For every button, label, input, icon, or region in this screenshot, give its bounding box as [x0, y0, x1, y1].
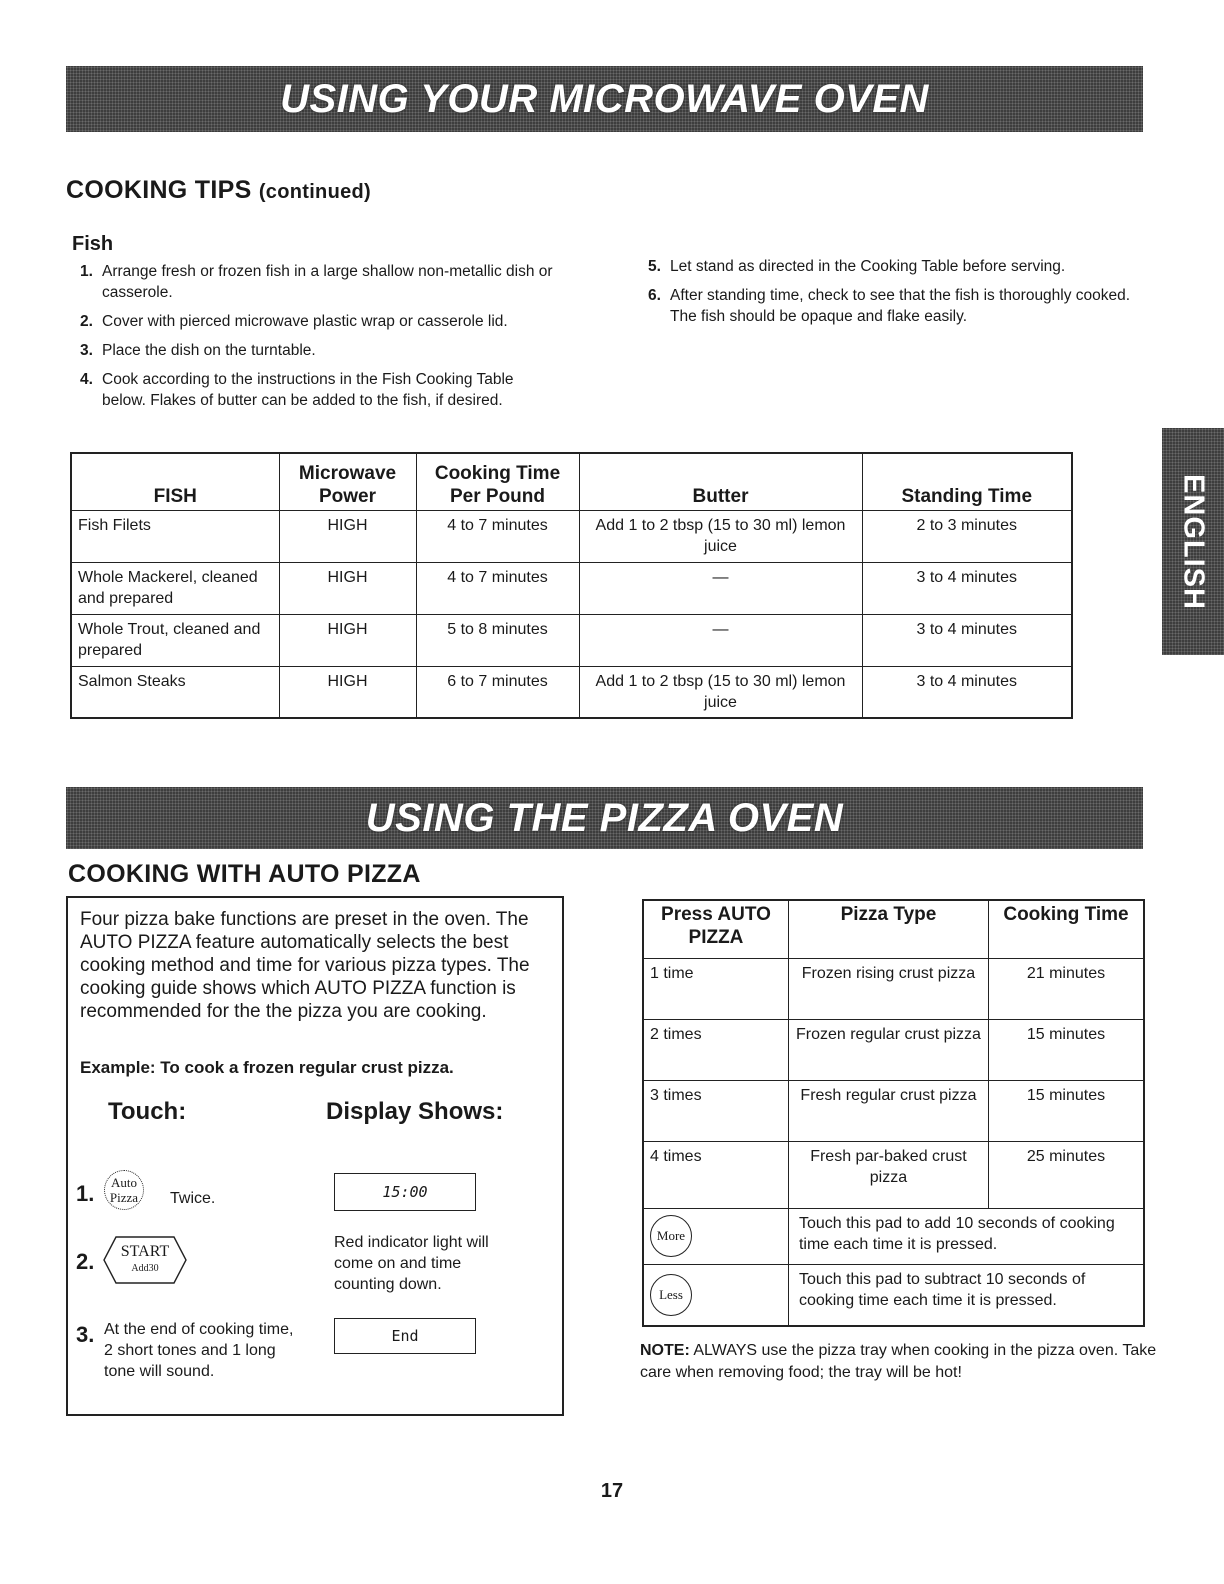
table-row: [71, 614, 1072, 666]
table-cell: Whole Trout, cleaned and prepared: [71, 614, 279, 666]
column-header: Standing Time: [862, 453, 1072, 510]
pizza-banner-title: USING THE PIZZA OVEN: [365, 795, 844, 840]
auto-pizza-button-icon: Auto Pizza: [104, 1170, 144, 1210]
table-cell: —: [579, 614, 862, 666]
list-item: 5. Let stand as directed in the Cooking Table before serving.: [648, 258, 1066, 275]
table-cell: 4 times: [643, 1141, 788, 1208]
table-cell: [643, 1208, 788, 1264]
touch-heading: Touch:: [108, 1098, 187, 1125]
table-cell: 15 minutes: [988, 1019, 1144, 1080]
column-header: Cooking Time Per Pound: [416, 453, 579, 510]
example-heading: Example: To cook a frozen regular crust pizza.: [80, 1058, 454, 1077]
step-number: 1.: [76, 1181, 95, 1206]
table-header-row: [71, 453, 1072, 510]
display-heading: Display Shows:: [326, 1098, 504, 1125]
table-cell: [643, 1264, 788, 1326]
list-item: 2. Cover with pierced microwave plastic wrap or casserole lid.: [80, 313, 508, 330]
more-pad-icon: More: [650, 1215, 692, 1257]
table-cell: 25 minutes: [988, 1141, 1144, 1208]
table-row: [643, 1019, 1144, 1080]
table-cell: Touch this pad to add 10 seconds of cooking time each time it is pressed.: [788, 1208, 1144, 1264]
step3-text: At the end of cooking time, 2 short tones and 1 long tone will sound.: [104, 1321, 294, 1380]
display-readout-3: End: [334, 1318, 476, 1354]
fish-heading: Fish: [72, 233, 114, 255]
note-label: NOTE:: [640, 1342, 690, 1359]
table-cell: 4 to 7 minutes: [416, 562, 579, 614]
step-number: 3.: [76, 1322, 95, 1347]
table-cell: Fresh par-baked crust pizza: [788, 1141, 988, 1208]
fish-steps-right: [648, 256, 1138, 335]
table-cell: Salmon Steaks: [71, 666, 279, 718]
table-cell: 3 to 4 minutes: [862, 562, 1072, 614]
auto-pizza-title: COOKING WITH AUTO PIZZA: [68, 860, 421, 888]
page-number: 17: [600, 1480, 624, 1502]
note-text: ALWAYS use the pizza tray when cooking in the pizza oven. Take care when removing food; the tray will be hot!: [640, 1342, 1157, 1381]
table-row: [643, 1208, 1144, 1264]
table-cell: Whole Mackerel, cleaned and prepared: [71, 562, 279, 614]
table-cell: 1 time: [643, 958, 788, 1019]
list-item: 6. After standing time, check to see that the fish is thoroughly cooked. The fish should be opaque and flake easily.: [648, 287, 1131, 325]
table-cell: Frozen rising crust pizza: [788, 958, 988, 1019]
column-header: Butter: [579, 453, 862, 510]
table-cell: 3 to 4 minutes: [862, 666, 1072, 718]
language-tab: [1162, 428, 1224, 655]
table-header-row: [643, 900, 1144, 958]
table-cell: 4 to 7 minutes: [416, 510, 579, 562]
list-item: 4. Cook according to the instructions in the Fish Cooking Table below. Flakes of butter can be added to the fish, if desired.: [80, 371, 514, 409]
table-cell: Frozen regular crust pizza: [788, 1019, 988, 1080]
column-header: Microwave Power: [279, 453, 416, 510]
auto-pizza-table: [642, 899, 1145, 1327]
table-cell: 5 to 8 minutes: [416, 614, 579, 666]
fish-steps-left: [80, 261, 580, 419]
table-row: [643, 1080, 1144, 1141]
step-number: 2.: [76, 1249, 95, 1274]
table-cell: Touch this pad to subtract 10 seconds of cooking time each time it is pressed.: [788, 1264, 1144, 1326]
table-row: [71, 562, 1072, 614]
table-cell: HIGH: [279, 562, 416, 614]
table-row: [71, 510, 1072, 562]
table-cell: Fresh regular crust pizza: [788, 1080, 988, 1141]
auto-pizza-instructions: [66, 896, 564, 1416]
table-cell: Add 1 to 2 tbsp (15 to 30 ml) lemon juice: [579, 666, 862, 718]
table-cell: 15 minutes: [988, 1080, 1144, 1141]
table-row: [71, 666, 1072, 718]
table-cell: Fish Filets: [71, 510, 279, 562]
cooking-tips-title: COOKING TIPS (continued): [66, 176, 371, 204]
step1-text: Twice.: [170, 1190, 216, 1207]
column-header: Cooking Time: [988, 900, 1144, 958]
column-header: Press AUTO PIZZA: [643, 900, 788, 958]
table-cell: 2 times: [643, 1019, 788, 1080]
table-cell: HIGH: [279, 666, 416, 718]
table-cell: 3 times: [643, 1080, 788, 1141]
table-cell: —: [579, 562, 862, 614]
table-cell: 2 to 3 minutes: [862, 510, 1072, 562]
header-banner: [66, 66, 1143, 132]
column-header: FISH: [71, 453, 279, 510]
column-header: Pizza Type: [788, 900, 988, 958]
list-item: 3. Place the dish on the turntable.: [80, 342, 316, 359]
table-cell: Add 1 to 2 tbsp (15 to 30 ml) lemon juice: [579, 510, 862, 562]
table-cell: 6 to 7 minutes: [416, 666, 579, 718]
cooking-tips-suffix: (continued): [258, 181, 371, 203]
less-pad-icon: Less: [650, 1274, 692, 1316]
language-tab-label: ENGLISH: [1177, 473, 1210, 610]
start-button-sublabel: Add30: [131, 1263, 159, 1274]
display-readout-1: 15:00: [334, 1173, 476, 1211]
header-title: USING YOUR MICROWAVE OVEN: [280, 76, 929, 121]
fish-cooking-table: [70, 452, 1073, 719]
step2-text: Red indicator light will come on and time counting down.: [334, 1234, 489, 1293]
table-cell: 3 to 4 minutes: [862, 614, 1072, 666]
pizza-banner: [66, 787, 1143, 849]
list-item: 1. Arrange fresh or frozen fish in a large shallow non-metallic dish or casserole.: [80, 263, 553, 301]
pizza-tray-note: [640, 1340, 1160, 1384]
start-button-label: START: [120, 1243, 170, 1260]
auto-pizza-intro: Four pizza bake functions are preset in the oven. The AUTO PIZZA feature automatically selects the best cooking method and time for various pizza types. The cooking guide shows which AUTO PIZZA function is recommended for the the pizza you are cooking.: [80, 909, 530, 1022]
table-cell: HIGH: [279, 510, 416, 562]
table-row: [643, 1264, 1144, 1326]
table-row: [643, 1141, 1144, 1208]
table-cell: 21 minutes: [988, 958, 1144, 1019]
table-cell: HIGH: [279, 614, 416, 666]
table-row: [643, 958, 1144, 1019]
